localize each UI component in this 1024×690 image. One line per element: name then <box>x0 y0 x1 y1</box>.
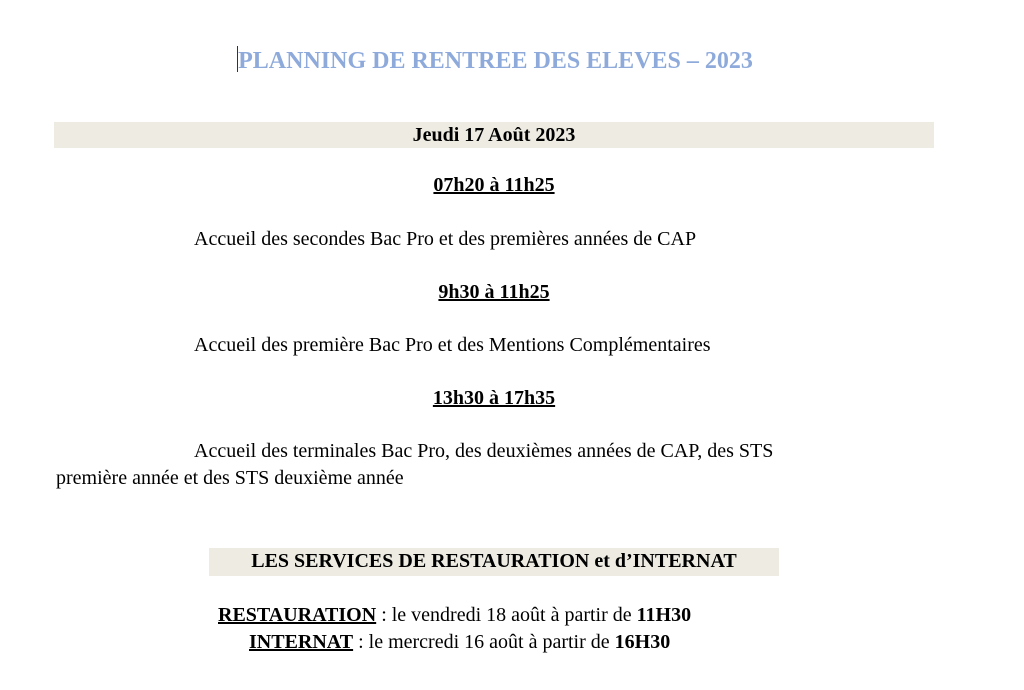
day-heading: Jeudi 17 Août 2023 <box>412 124 576 146</box>
session-description-3-line1: Accueil des terminales Bac Pro, des deuxièmes années de CAP, des STS <box>194 440 774 462</box>
document-title <box>0 46 990 75</box>
restauration-time: 11H30 <box>636 604 692 626</box>
internat-text: : le mercredi 16 août à partir de <box>353 631 615 653</box>
session-description-1: Accueil des secondes Bac Pro et des premières années de CAP <box>194 228 697 250</box>
restauration-text: : le vendredi 18 août à partir de <box>376 604 637 626</box>
session-description-2: Accueil des première Bac Pro et des Mentions Complémentaires <box>194 334 711 356</box>
internat-line <box>249 631 670 654</box>
internat-label: INTERNAT <box>249 631 354 653</box>
document-title-text: PLANNING DE RENTREE DES ELEVES – 2023 <box>238 48 753 74</box>
restauration-line <box>218 604 691 627</box>
session-time-2: 9h30 à 11h25 <box>438 281 550 303</box>
restauration-label: RESTAURATION <box>218 604 377 626</box>
session-description-3-line2: première année et des STS deuxième année <box>56 467 404 489</box>
internat-time: 16H30 <box>614 631 671 653</box>
services-heading: LES SERVICES DE RESTAURATION et d’INTERNAT <box>251 550 737 572</box>
session-time-1: 07h20 à 11h25 <box>433 174 555 196</box>
session-time-3: 13h30 à 17h35 <box>432 387 556 409</box>
